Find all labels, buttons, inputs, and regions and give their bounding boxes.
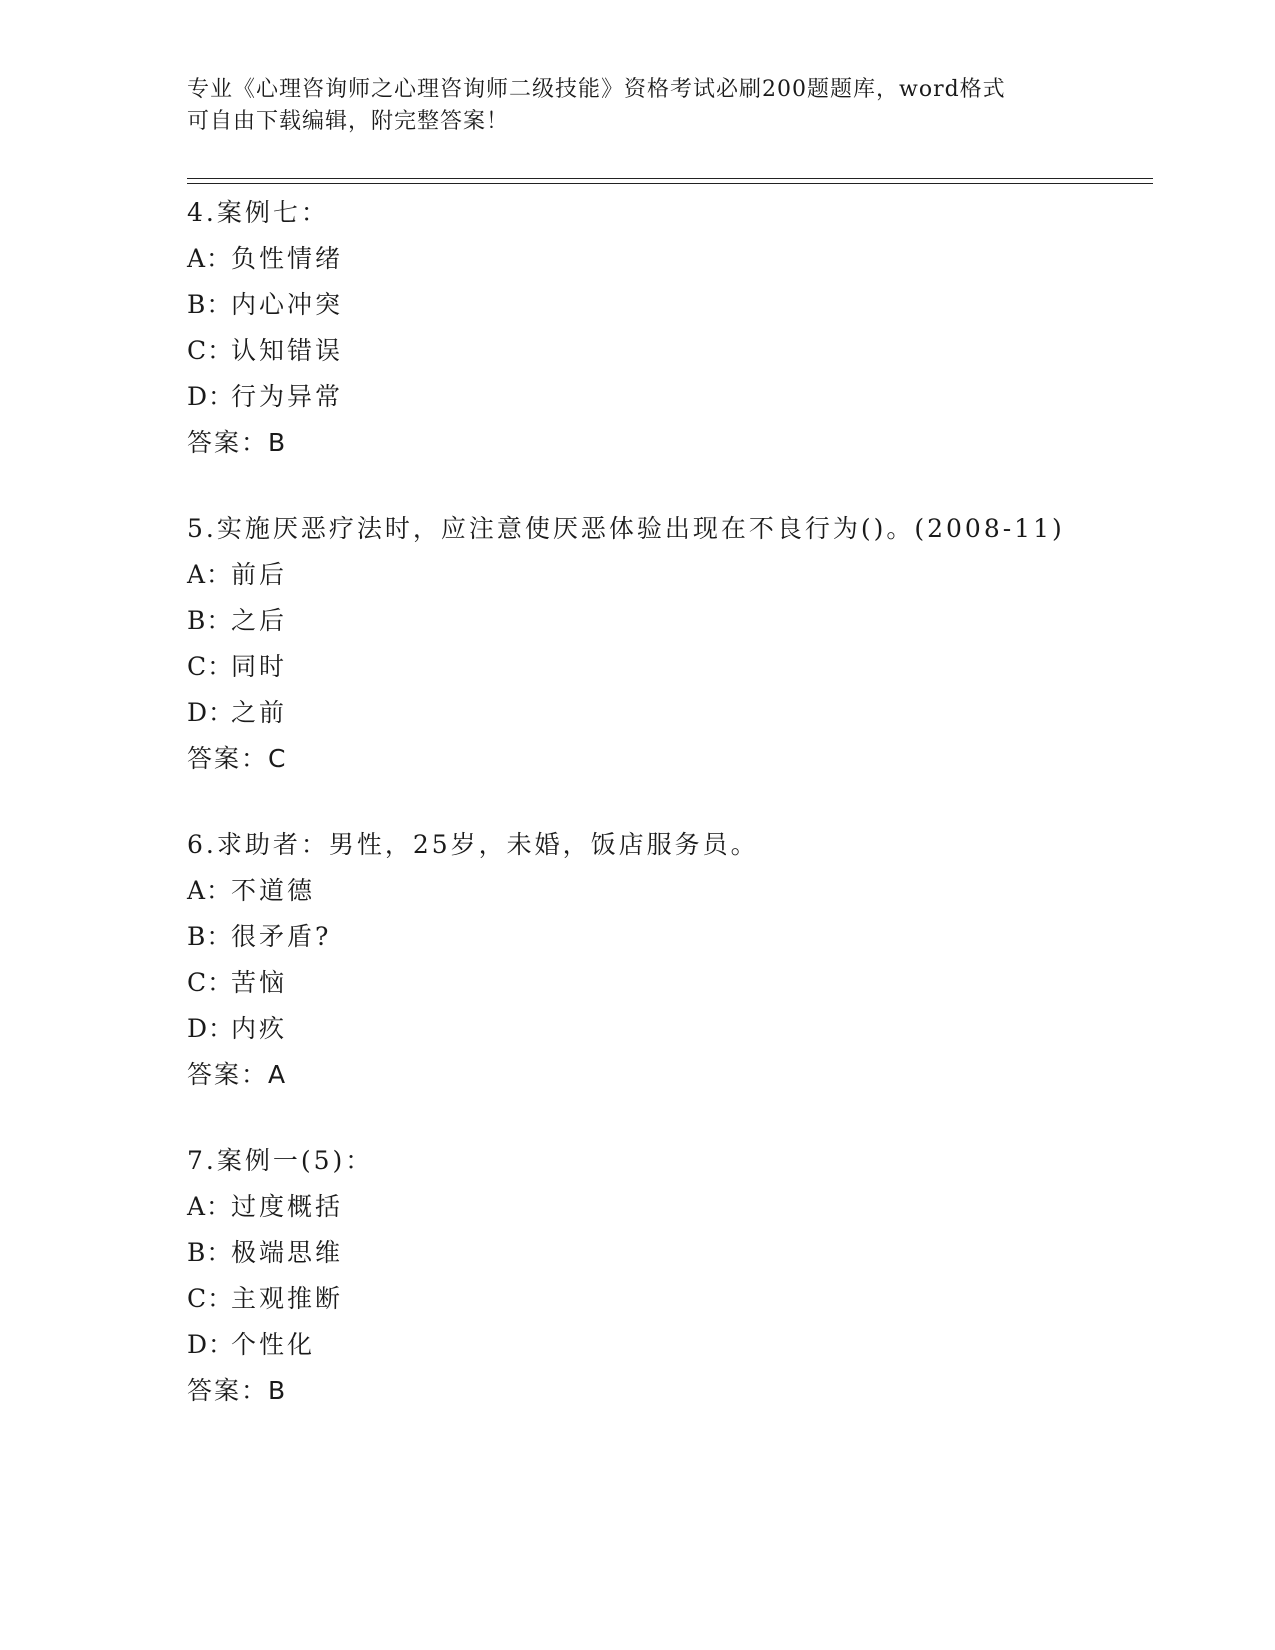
question-stem: 7.案例一(5)： (187, 1146, 374, 1175)
option-b (187, 914, 1147, 960)
option-text: 前后 (231, 560, 288, 589)
option-letter: D： (187, 382, 235, 411)
option-text: 行为异常 (231, 382, 344, 411)
option-text: 内疚 (231, 1014, 288, 1043)
option-text: 主观推断 (231, 1284, 344, 1313)
answer-line: 答案：B (187, 428, 288, 457)
option-b (187, 282, 1147, 328)
option-text: 苦恼 (231, 968, 288, 997)
option-letter: C： (187, 336, 234, 365)
option-letter: B： (187, 1238, 233, 1267)
question-item (187, 190, 1147, 466)
option-text: 个性化 (231, 1330, 316, 1359)
option-letter: A： (187, 1192, 233, 1221)
header-line-2: 可自由下载编辑，附完整答案！ (187, 109, 510, 134)
option-text: 过度概括 (231, 1192, 344, 1221)
option-c (187, 1276, 1147, 1322)
option-text: 负性情绪 (231, 244, 344, 273)
option-text: 认知错误 (231, 336, 344, 365)
question-stem: 5.实施厌恶疗法时，应注意使厌恶体验出现在不良行为()。(2008-11) (187, 514, 1065, 543)
answer-line: 答案：B (187, 1376, 288, 1405)
option-letter: B： (187, 606, 233, 635)
option-letter: D： (187, 1330, 235, 1359)
option-letter: D： (187, 698, 235, 727)
option-letter: C： (187, 1284, 234, 1313)
option-letter: D： (187, 1014, 235, 1043)
option-c (187, 328, 1147, 374)
option-letter: C： (187, 968, 234, 997)
question-item (187, 1138, 1147, 1414)
option-c (187, 960, 1147, 1006)
option-a (187, 1184, 1147, 1230)
header-divider-bottom (187, 183, 1153, 184)
option-letter: A： (187, 876, 233, 905)
option-c (187, 644, 1147, 690)
option-a (187, 552, 1147, 598)
question-stem: 6.求助者：男性，25岁，未婚，饭店服务员。 (187, 830, 759, 859)
option-letter: C： (187, 652, 234, 681)
option-d (187, 374, 1147, 420)
option-b (187, 598, 1147, 644)
option-b (187, 1230, 1147, 1276)
option-d (187, 1322, 1147, 1368)
answer-line: 答案：A (187, 1060, 288, 1089)
option-letter: A： (187, 560, 233, 589)
document-header (187, 74, 1087, 138)
option-letter: B： (187, 290, 233, 319)
answer-line: 答案：C (187, 744, 288, 773)
question-item (187, 506, 1147, 782)
option-a (187, 868, 1147, 914)
question-item (187, 822, 1147, 1098)
option-text: 之后 (231, 606, 288, 635)
option-text: 同时 (231, 652, 288, 681)
option-text: 不道德 (231, 876, 316, 905)
option-text: 之前 (231, 698, 288, 727)
header-divider-top (187, 178, 1153, 179)
option-a (187, 236, 1147, 282)
option-d (187, 1006, 1147, 1052)
header-line-1: 专业《心理咨询师之心理咨询师二级技能》资格考试必刷200题题库，word格式 (187, 77, 1006, 102)
option-letter: B： (187, 922, 233, 951)
option-text: 内心冲突 (231, 290, 344, 319)
question-stem: 4.案例七： (187, 198, 329, 227)
option-text: 很矛盾? (231, 922, 332, 951)
option-d (187, 690, 1147, 736)
option-letter: A： (187, 244, 233, 273)
option-text: 极端思维 (231, 1238, 344, 1267)
question-list (187, 190, 1147, 1454)
